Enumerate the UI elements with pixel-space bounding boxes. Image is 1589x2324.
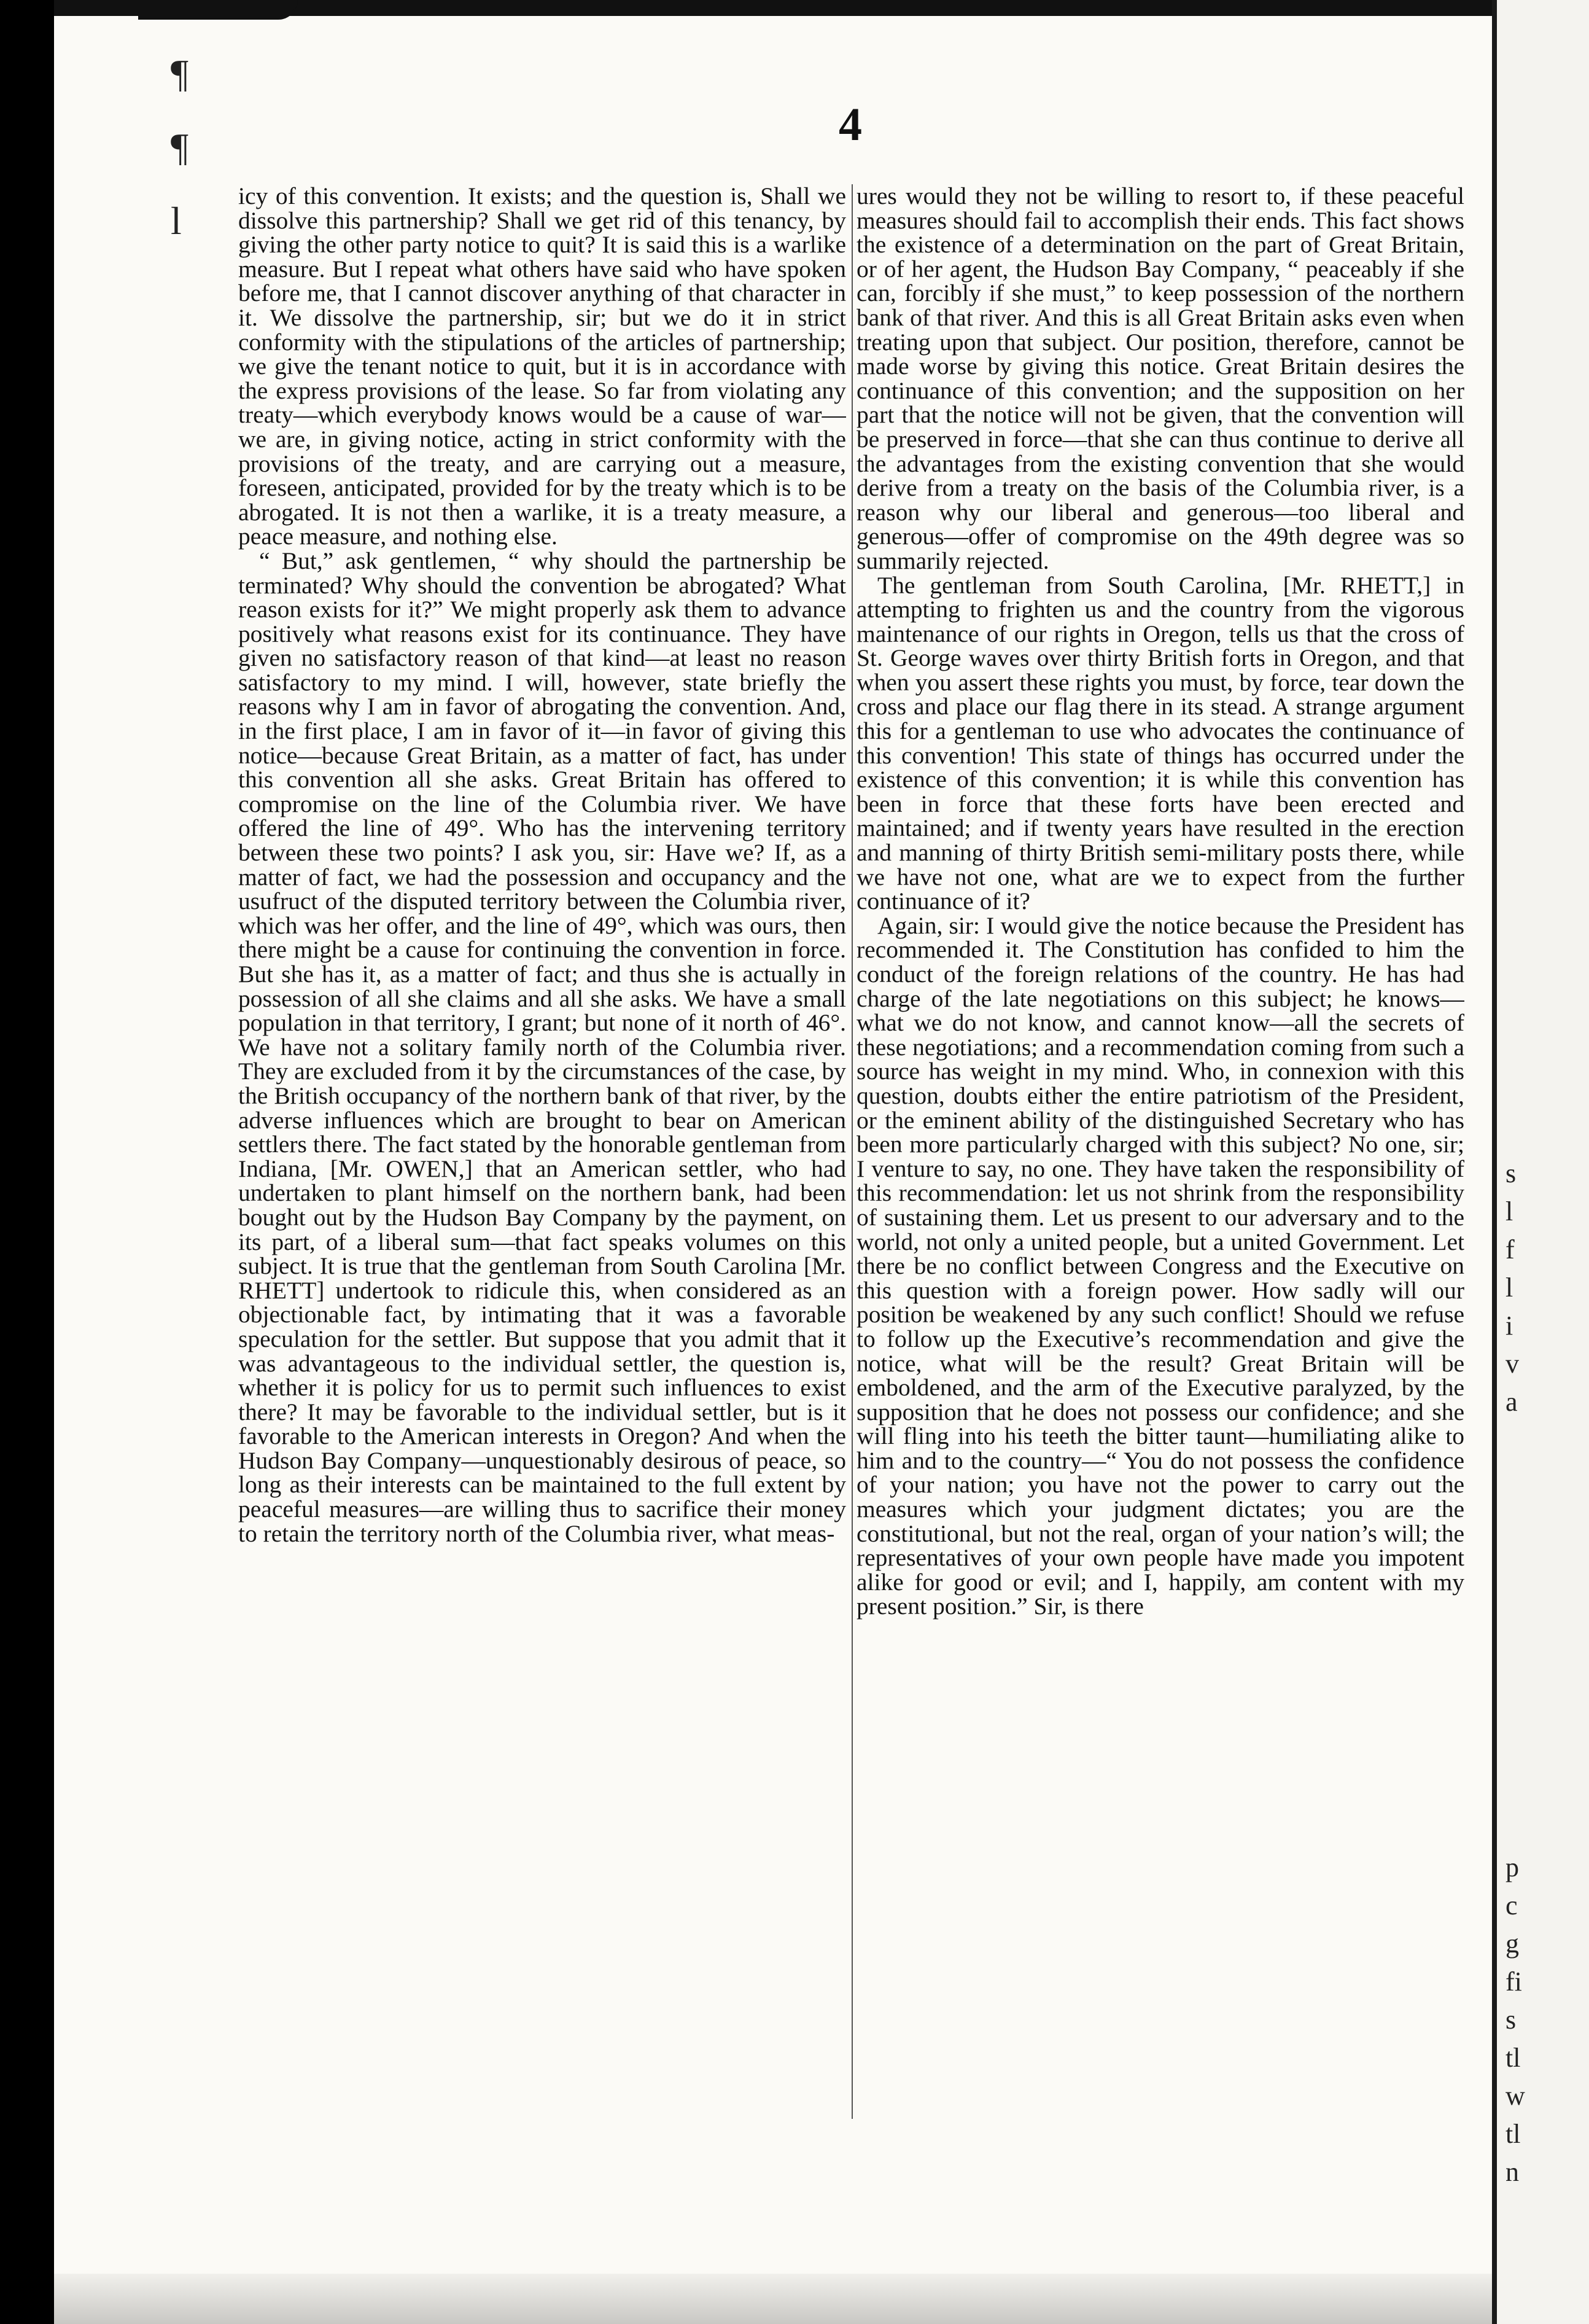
- edge-letter: tl: [1505, 2119, 1521, 2149]
- edge-letter: v: [1505, 1349, 1519, 1379]
- edge-letter: g: [1505, 1928, 1519, 1959]
- binding-gutter: [1492, 0, 1497, 2324]
- adjacent-page-letters-lower: [1505, 1849, 1567, 2191]
- edge-letter: f: [1505, 1234, 1515, 1265]
- margin-mark: ¶: [171, 52, 188, 95]
- margin-marks: [171, 37, 195, 258]
- left-text-column: [238, 184, 846, 2119]
- margin-mark: ¶: [171, 125, 188, 169]
- edge-letter: c: [1505, 1890, 1518, 1920]
- column-divider: [852, 184, 853, 2119]
- adjacent-page-letters-upper: [1505, 1155, 1567, 1421]
- paragraph: icy of this convention. It exists; and the question is, Shall we dissolve this partnership? Shall we get rid of this tenancy, by giving the other party notice to quit? It is said this is a warlike measure. But I repeat what others have said who have spoken before me, that I cannot discover anything of that character in it. We dissolve the partnership, sir; but we do it in strict conformity with the stipulations of the articles of partnership; we give the tenant notice to quit, but it is in accordance with the express provisions of the lease. So far from violating any treaty—which everybody knows would be a cause of war—we are, in giving notice, acting in strict conformity with the provisions of the treaty, and are carrying out a measure, foreseen, anticipated, provided for by the treaty which is to be abrogated. It is not then a warlike, it is a treaty measure, a peace measure, and nothing else.: [238, 184, 846, 550]
- edge-letter: p: [1505, 1852, 1519, 1882]
- scan-corner-mark: [138, 0, 298, 20]
- page-number: 4: [839, 99, 862, 150]
- right-text-column: [857, 184, 1464, 2119]
- edge-letter: l: [1505, 1196, 1513, 1226]
- edge-letter: tl: [1505, 2043, 1521, 2073]
- paragraph: “ But,” ask gentlemen, “ why should the partnership be terminated? Why should the convention be abrogated? What reason exists for it?” We might properly ask them to advance positively what reasons exist for its continuance. They have given no satisfactory reason of that kind—at least no reason satisfactory to my mind. I will, however, state briefly the reasons why I am in favor of abrogating the convention. And, in the first place, I am in favor of it—in favor of giving this notice—because Great Britain, as a matter of fact, has under this convention all she asks. Great Britain has offered to compromise on the line of the Columbia river. We have offered the line of 49°. Who has the intervening territory between these two points? I ask you, sir: Have we? If, as a matter of fact, we had the possession and occupancy and the usufruct of the disputed territory between the Columbia river, which was her offer, and the line of 49°, which was ours, then there might be a cause for continuing the convention in force. But she has it, as a matter of fact; and thus she is actually in possession of all she claims and all she asks. We have a small population in that territory, I grant; but none of it north of 46°. We have not a solitary family north of the Columbia river. They are excluded from it by the circumstances of the case, by the British occupancy of the northern bank of that river, by the adverse influences which are brought to bear on American settlers there. The fact stated by the honorable gentleman from Indiana, [Mr. OWEN,] that an American settler, who had undertaken to plant himself on the northern bank, had been bought out by the Hudson Bay Company by the payment, on its part, of a liberal sum—that fact speaks volumes on this subject. It is true that the gentleman from South Carolina [Mr. RHETT] undertook to ridicule this, when considered as an objectionable fact, by intimating that it was a favorable speculation for the settler. But suppose that you admit that it was advantageous to the individual settler, the question is, whether it is policy for us to permit such influences to exist there? It may be favorable to the individual settler, but is it favorable to the American interests in Oregon? And when the Hudson Bay Company—unquestionably desirous of peace, so long as their interests can be maintained to the full extent by peaceful measures—are willing thus to sacrifice their money to retain the territory north of the Columbia river, what meas-: [238, 547, 846, 1547]
- edge-letter: s: [1505, 1158, 1517, 1188]
- paragraph: The gentleman from South Carolina, [Mr. RHETT,] in attempting to frighten us and the country from the vigorous maintenance of our rights in Oregon, tells us that the cross of St. George waves over thirty British forts in Oregon, and that when you assert these rights you must, by force, tear down the cross and place our flag there in its stead. A strange argument this for a gentleman to use who advocates the continuance of this convention! This state of things has occurred under the existence of this convention; it is while this convention has been in force that these forts have been erected and maintained; and if twenty years have resulted in the erection and manning of thirty British semi-military posts there, while we have not one, what are we to expect from the further continuance of it?: [857, 571, 1464, 915]
- edge-letter: w: [1505, 2081, 1525, 2111]
- edge-letter: a: [1505, 1387, 1518, 1417]
- edge-letter: fi: [1505, 1967, 1522, 1997]
- paragraph: ures would they not be willing to resort to, if these peaceful measures should fail to accomplish their ends. This fact shows the existence of a determination on the part of Great Britain, or of her agent, the Hudson Bay Company, “ peaceably if she can, forcibly if she must,” to keep possession of the northern bank of that river. And this is all Great Britain asks even when treating upon that subject. Our position, therefore, cannot be made worse by giving this notice. Great Britain desires the continuance of this convention; and the supposition on her part that the notice will not be given, that the convention will be preserved in force—that she can thus continue to derive all the advantages from the existing convention that she would derive from a treaty on the basis of the Columbia river, is a reason why our liberal and generous—too liberal and generous—offer of compromise on the 49th degree was so summarily rejected.: [857, 184, 1464, 574]
- edge-letter: l: [1505, 1273, 1513, 1303]
- margin-mark: l: [171, 199, 182, 243]
- edge-letter: i: [1505, 1311, 1513, 1341]
- edge-letter: s: [1505, 2005, 1517, 2035]
- paragraph: Again, sir: I would give the notice because the President has recommended it. The Constitution has confided to him the conduct of the foreign relations of the country. He has had charge of the late negotiations on this subject; he knows—what we do not know, and cannot know—all the secrets of these negotiations; and a recommendation coming from such a source has weight in my mind. Who, in connexion with this question, doubts either the entire patriotism of the President, or the eminent ability of the distinguished Secretary who has been more particularly charged with this subject? No one, sir; I venture to say, no one. They have taken the responsibility of this recommendation: let us not shrink from the responsibility of sustaining them. Let us present to our adversary and to the world, not only a united people, but a united Government. Let there be no conflict between Congress and the Executive on this question with a foreign power. How sadly will our position be weakened by any such conflict! Should we refuse to follow up the Executive’s recommendation and give the notice, what will be the result? Great Britain will be emboldened, and the arm of the Executive paralyzed, by the supposition that he does not possess our confidence; and she will fling into his teeth the bitter taunt—humiliating alike to him and to the country—“ You do not possess the confidence of your nation; you have not the power to carry out the measures which your judgment dictates; you are the constitutional, but not the real, organ of your nation’s will; the representatives of your own people have made you impotent alike for good or evil; and I, happily, am content with my present position.” Sir, is there: [857, 911, 1464, 1620]
- edge-letter: n: [1505, 2157, 1519, 2187]
- scan-bottom-edge: [54, 2274, 1492, 2324]
